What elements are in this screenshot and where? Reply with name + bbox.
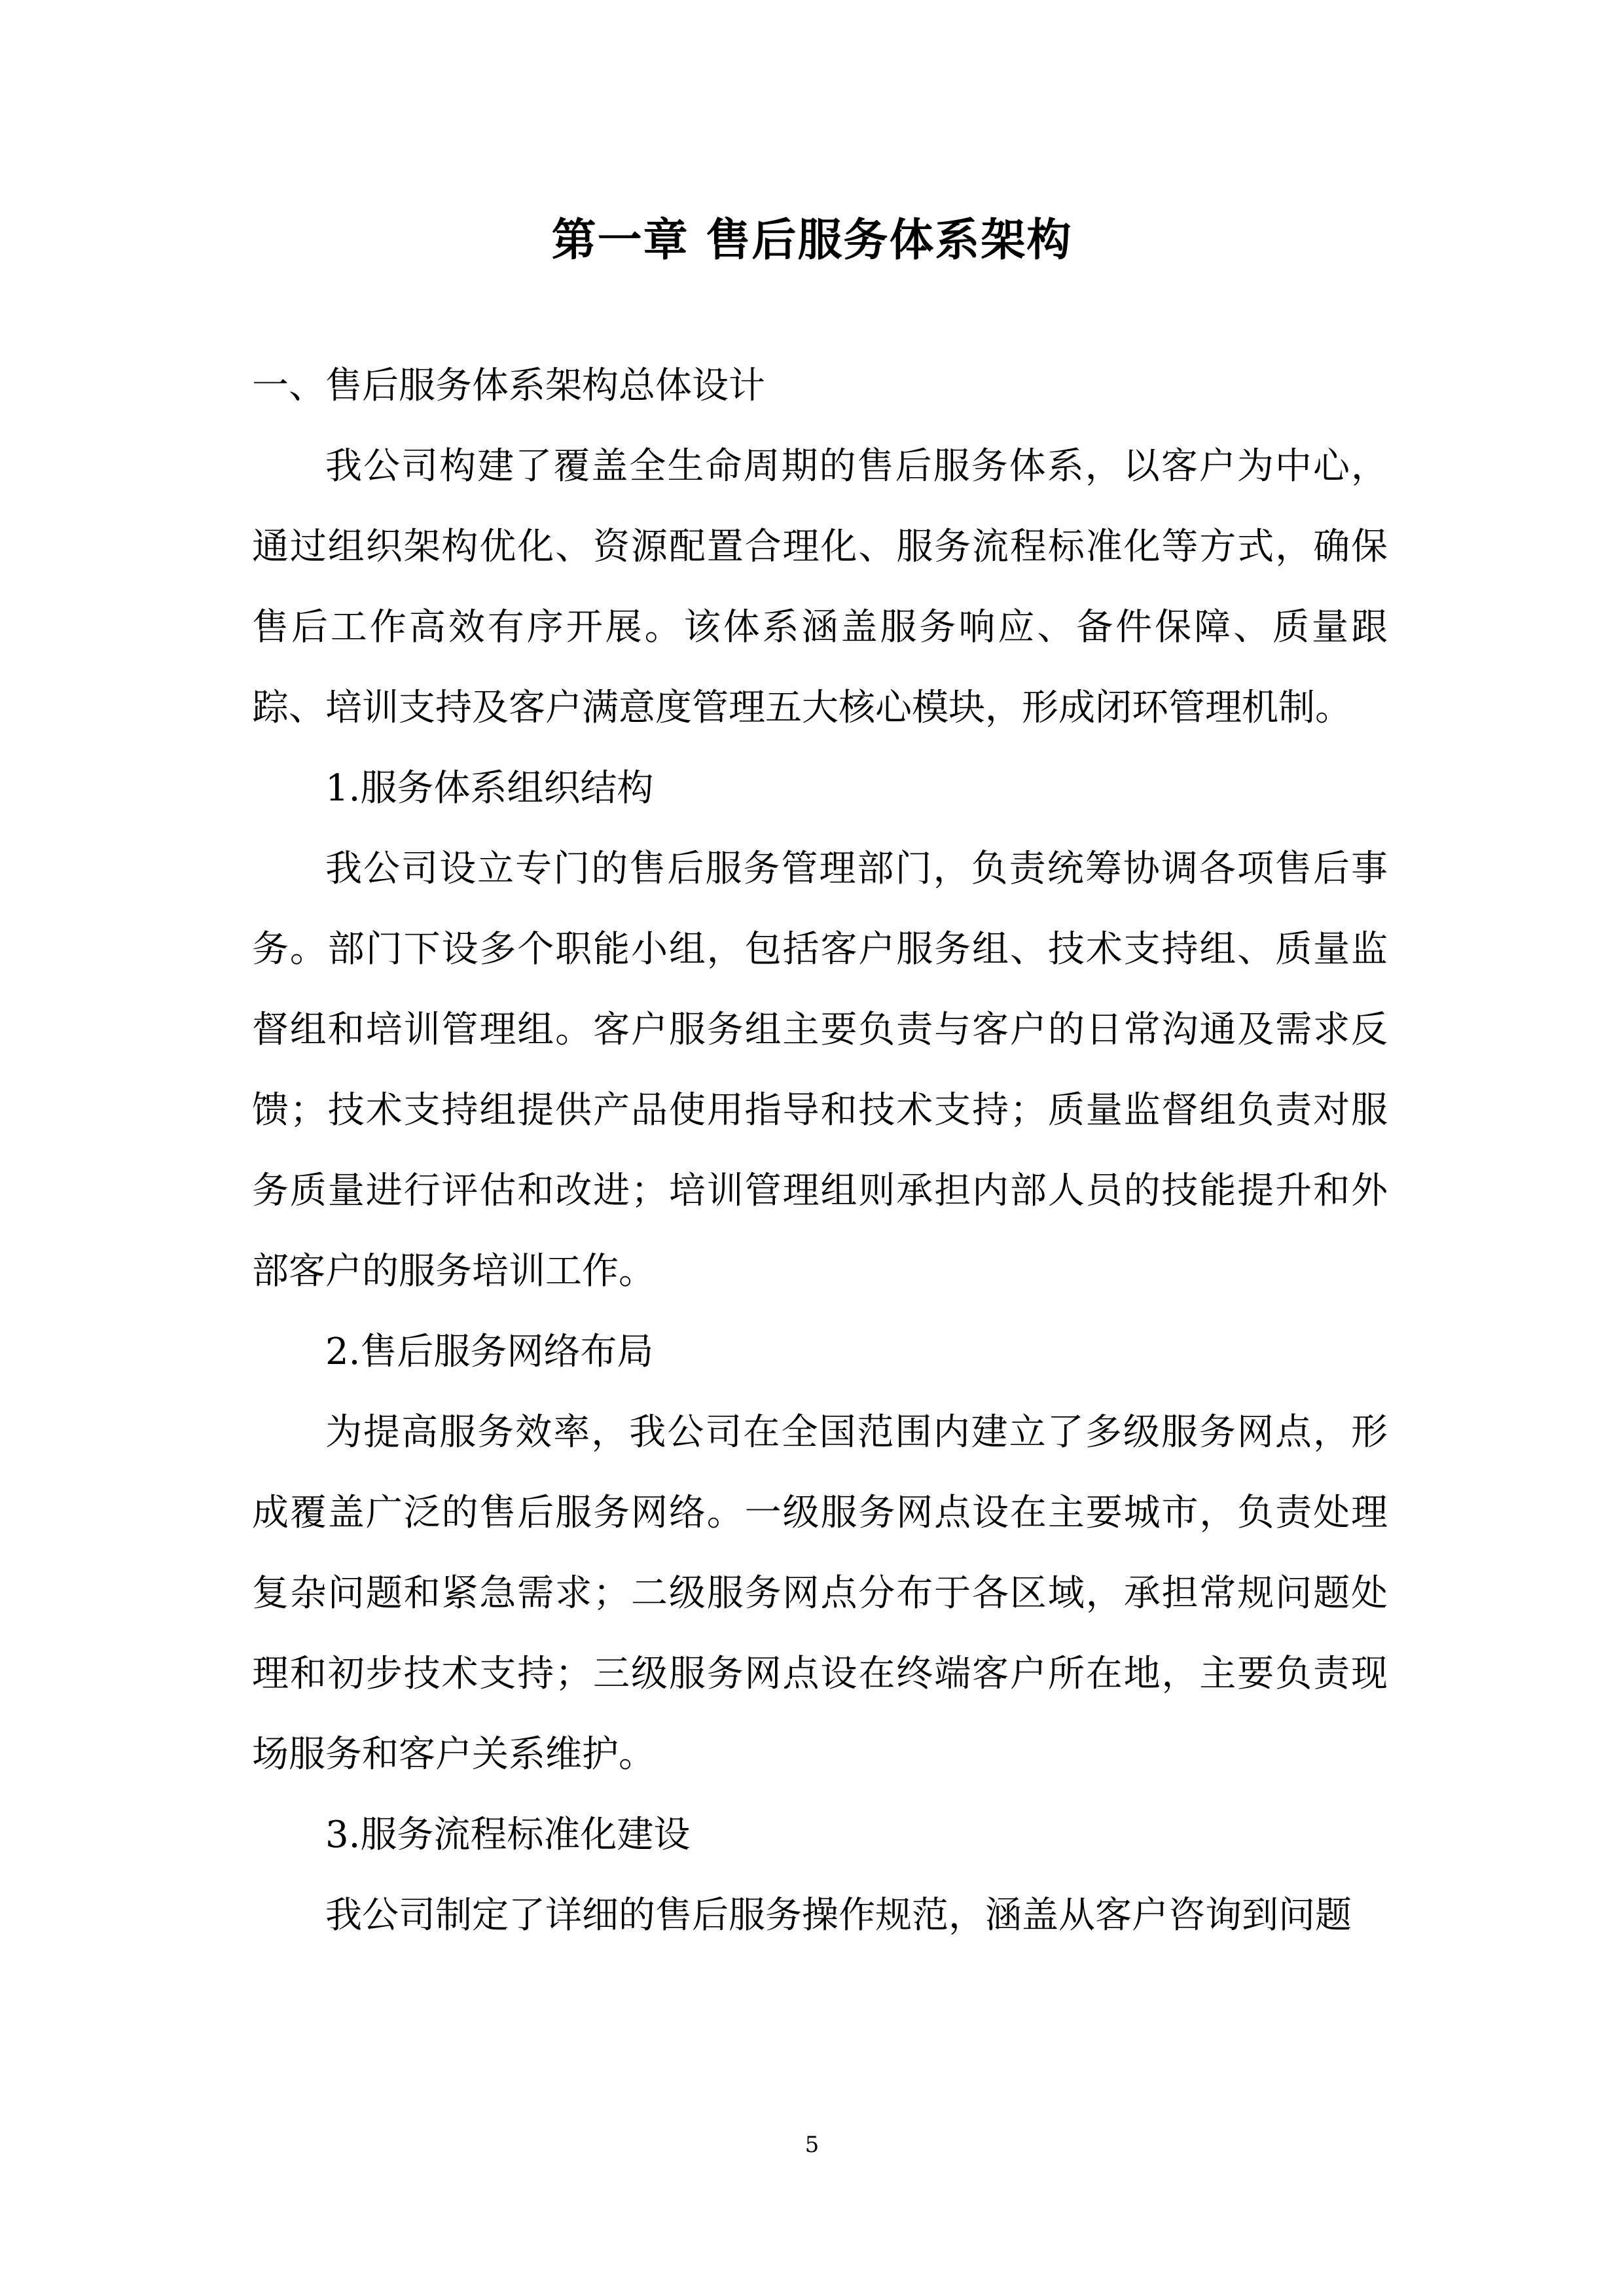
subsection-paragraph-1: 我公司设立专门的售后服务管理部门，负责统筹协调各项售后事务。部门下设多个职能小组，包括客户服务组、技术支持组、质量监督组和培训管理组。客户服务组主要负责与客户的日常沟通及需求反馈；技术支持组提供产品使用指导和技术支持；质量监督组负责对服务质量进行评估和改进；培训管理组则承担内部人员的技能提升和外部客户的服务培训工作。 <box>252 848 1388 1293</box>
subsection-heading-2: 2.售后服务网络布局 <box>325 1331 654 1373</box>
subsection-heading-1: 1.服务体系组织结构 <box>325 767 654 810</box>
chapter-title: 第一章 售后服务体系架构 <box>551 215 1073 266</box>
subsection-paragraph-3: 我公司制定了详细的售后服务操作规范，涵盖从客户咨询到问题 <box>325 1894 1352 1937</box>
subsection-paragraph-2: 为提高服务效率，我公司在全国范围内建立了多级服务网点，形成覆盖广泛的售后服务网络。一级服务网点设在主要城市，负责处理复杂问题和紧急需求；二级服务网点分布于各区域，承担常规问题处理和初步技术支持；三级服务网点设在终端客户所在地，主要负责现场服务和客户关系维护。 <box>252 1411 1388 1776</box>
subsection-heading-3: 3.服务流程标准化建设 <box>325 1814 691 1856</box>
page-number: 5 <box>804 2132 820 2158</box>
intro-paragraph: 我公司构建了覆盖全生命周期的售后服务体系，以客户为中心，通过组织架构优化、资源配置合理化、服务流程标准化等方式，确保售后工作高效有序开展。该体系涵盖服务响应、备件保障、质量跟踪、培训支持及客户满意度管理五大核心模块，形成闭环管理机制。 <box>252 445 1388 729</box>
section-heading: 一、售后服务体系架构总体设计 <box>252 365 765 407</box>
